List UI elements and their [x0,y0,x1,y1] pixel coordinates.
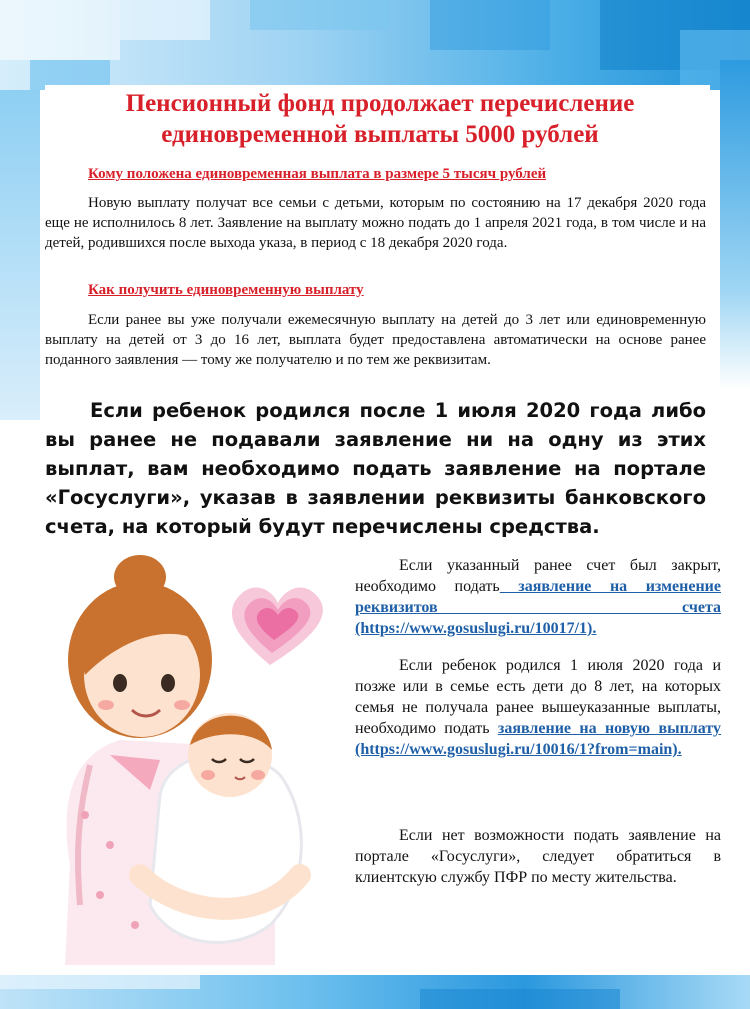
heart-icon [232,587,323,665]
section2-heading: Как получить единовременную выплату [88,282,364,298]
mother-baby-illustration [40,545,340,965]
top-mosaic-decoration [0,0,750,90]
right-paragraph-1 [355,555,721,639]
title-line-2: единовременной выплаты 5000 рублей [161,121,599,148]
section1-text: Новую выплату получат все семьи с детьми, которым по состоянию на 17 декабря 2020 года еще не исполнилось 8 лет. Заявление на выплату можно подать до 1 апреля 2021 года, в том числе и на детей, родившихся после выхода указа, в период с 18 декабря 2020 года. [45,195,706,251]
bottom-mosaic-decoration [0,975,750,1009]
left-edge-decoration [0,90,40,420]
right-paragraph-3: Если нет возможности подать заявление на портале «Госуслуги», следует обратиться в клиентскую службу ПФР по месту жительства. [355,827,721,886]
change-requisites-link[interactable]: заявление на изменение реквизитов счета (https://www.gosuslugi.ru/10017/1). [355,578,721,637]
right-p2-text: Если ребенок родился 1 июля 2020 года и позже или в семье есть дети до 8 лет, на которых семья не получала ранее вышеуказанные выплаты, необходимо подать [355,657,721,737]
page-title [60,88,700,150]
section2-text: Если ранее вы уже получали ежемесячную выплату на детей до 3 лет или единовременную выплату на детей от 3 до 16 лет, выплата будет предоставлена автоматически на основе ранее поданного заявления — тому же получателю и по тем же реквизитам. [45,312,706,368]
right-paragraph-2 [355,655,721,760]
new-payment-link[interactable]: заявление на новую выплату (https://www.gosuslugi.ru/10016/1?from=main). [355,720,722,758]
title-line-1: Пенсионный фонд продолжает перечисление [125,90,635,117]
section1-heading: Кому положена единовременная выплата в размере 5 тысяч рублей [88,166,547,182]
right-edge-decoration [720,60,750,390]
right-p1-text: Если указанный ранее счет был закрыт, необходимо подать [355,557,721,595]
highlight-text: Если ребенок родился после 1 июля 2020 года либо вы ранее не подавали заявление ни на одну из этих выплат, вам необходимо подать заявление на портале «Госуслуги», указав в заявлении реквизиты банковского счета, на который будут перечислены средства. [45,399,706,538]
